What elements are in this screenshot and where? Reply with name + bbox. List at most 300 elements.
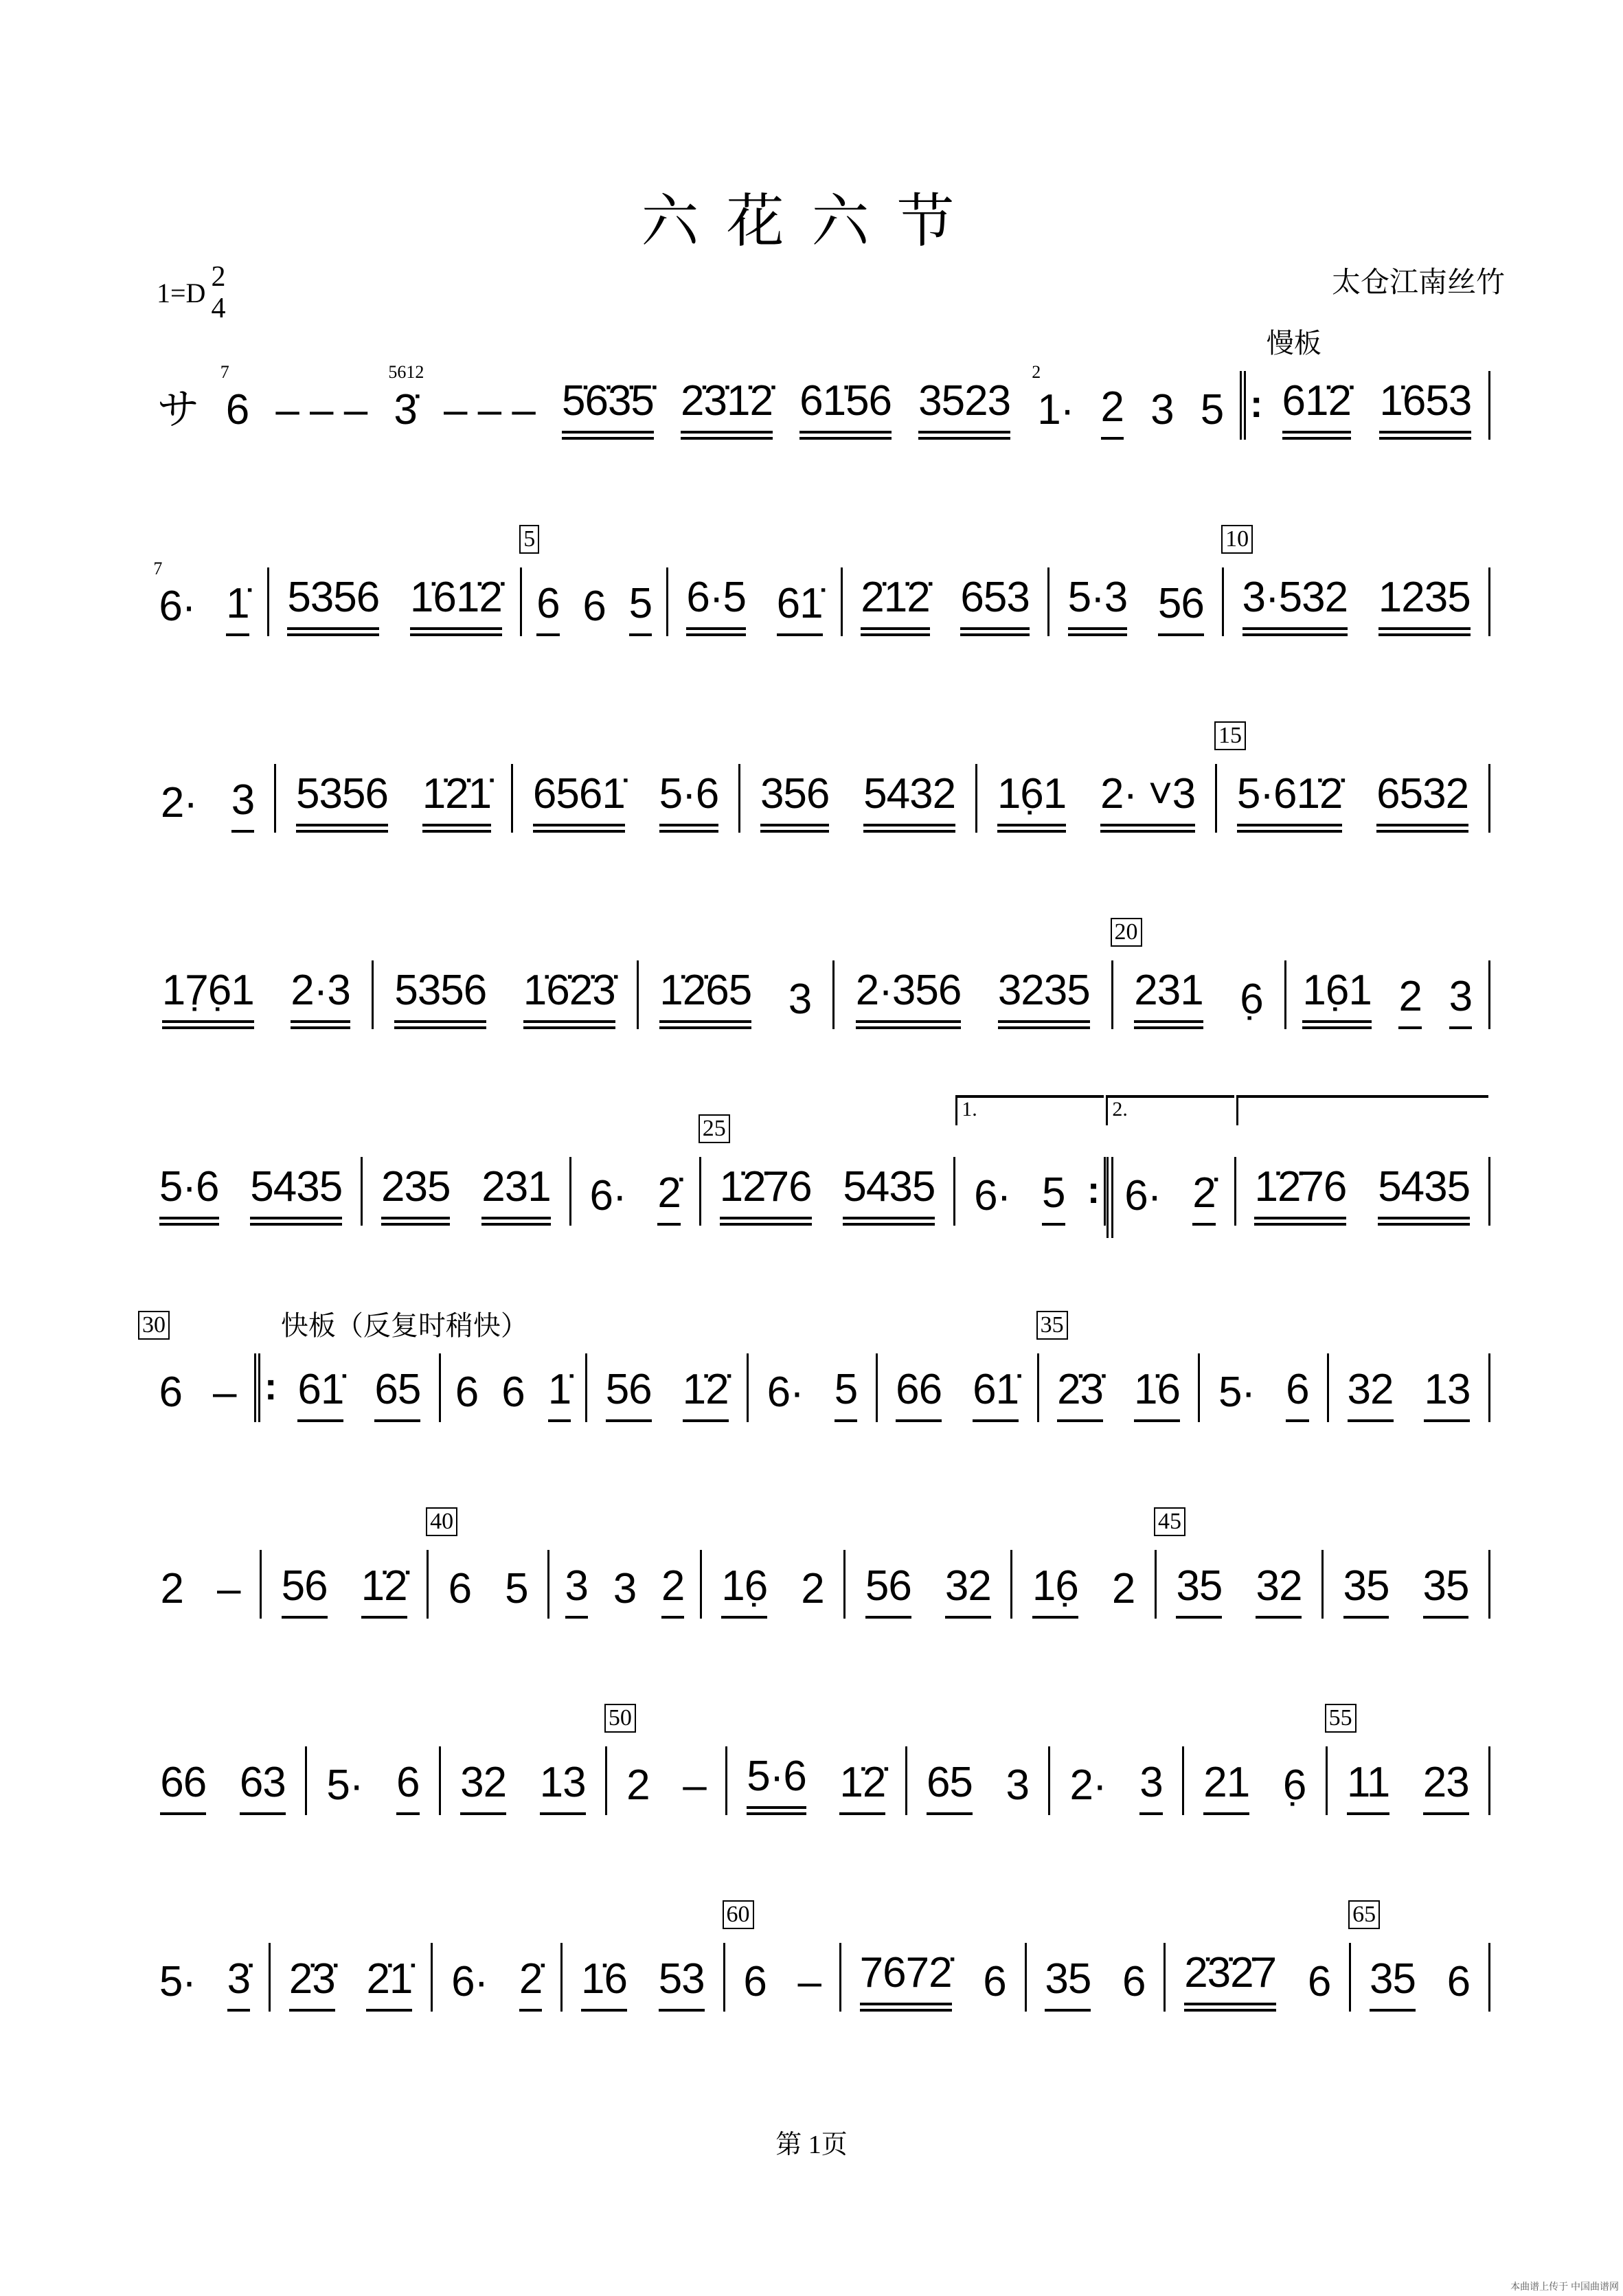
composer: 太仓江南丝竹 <box>1331 265 1505 299</box>
note-group <box>1237 770 1343 833</box>
notes: 53 <box>659 1955 705 2012</box>
note-group <box>444 386 535 440</box>
notes: 6 <box>1307 1958 1331 2005</box>
measure <box>835 960 1113 1029</box>
staff-line <box>141 919 1490 1029</box>
note-group <box>1201 386 1223 440</box>
measure <box>141 1312 254 1422</box>
notes: 5356 <box>296 770 388 833</box>
measure <box>1286 960 1490 1029</box>
notes: 6 <box>225 386 249 434</box>
notes: 56 <box>865 1562 911 1619</box>
note-group <box>289 1955 335 2012</box>
note-group <box>683 1762 705 1815</box>
note-group <box>1100 770 1195 833</box>
measure <box>513 764 740 833</box>
notes: 16̣1 <box>1302 967 1371 1029</box>
measure <box>1329 1353 1490 1422</box>
notes: 61̇ <box>297 1366 343 1422</box>
note-group <box>231 776 254 833</box>
measure <box>977 764 1217 833</box>
measure <box>141 1746 307 1815</box>
measure-number: 5 <box>519 525 539 554</box>
note-group <box>227 1955 250 2012</box>
notes: 6· <box>1124 1172 1161 1219</box>
notes: 61̇56 <box>799 377 892 440</box>
measure <box>607 1705 727 1815</box>
notes: 2· <box>160 779 198 826</box>
measure <box>878 1353 1039 1422</box>
measure <box>262 1550 429 1619</box>
note-group <box>1376 770 1468 833</box>
note-group <box>865 1562 911 1619</box>
note-group <box>455 1369 478 1422</box>
notes: 5 <box>629 580 652 636</box>
notes: 2·356 <box>856 967 962 1029</box>
notes: 6 <box>448 1565 472 1612</box>
note-group <box>240 1759 286 1815</box>
notes: 5356 <box>287 574 379 636</box>
notes: 6 <box>1286 1366 1308 1422</box>
note-group <box>927 1759 973 1815</box>
notes: 231 <box>1134 967 1203 1029</box>
notes: 5435 <box>843 1163 935 1226</box>
measure <box>1217 723 1490 833</box>
measure <box>254 1310 528 1422</box>
note-group <box>1134 1366 1180 1422</box>
notes: 1̇2̇1̇ <box>422 770 491 833</box>
notes: 2· <box>1069 1762 1106 1809</box>
measure <box>1240 328 1490 440</box>
measure <box>522 526 668 636</box>
note-group <box>250 1163 342 1226</box>
note-group <box>686 574 746 636</box>
notes: – <box>217 1565 240 1612</box>
measure <box>269 567 522 636</box>
note-group <box>1045 1955 1091 2012</box>
notes: 2̇3̇1̇2̇ <box>681 377 773 440</box>
measure <box>1157 1509 1324 1619</box>
note-group <box>159 1958 196 2012</box>
measure <box>587 1353 749 1422</box>
notes: 2̇3̇2̇7 <box>1184 1949 1276 2012</box>
note-group <box>1256 1562 1302 1619</box>
notes: 5 <box>835 1366 857 1422</box>
measure <box>668 567 843 636</box>
notes: 2 <box>1101 383 1124 440</box>
notes: 231 <box>481 1163 550 1226</box>
note-group <box>366 1955 412 2012</box>
notes: 6 <box>396 1759 419 1815</box>
notes: 5·61̇2̇ <box>1237 770 1343 833</box>
notes: 1235 <box>1378 574 1471 636</box>
notes: 6 <box>159 1369 182 1416</box>
note-group <box>626 1762 649 1815</box>
notes: – – – <box>443 386 535 434</box>
notes: 2 <box>661 1562 684 1619</box>
notes: 3 <box>1006 1762 1029 1809</box>
notes: 2̇1̇2̇ <box>861 574 929 636</box>
note-group <box>394 967 486 1029</box>
notes: 3 <box>1449 973 1472 1029</box>
measure <box>639 960 835 1029</box>
notes: 5435 <box>250 1163 342 1226</box>
note-group <box>159 1163 219 1226</box>
measure-number: 25 <box>699 1114 730 1143</box>
notes: 3 <box>1150 386 1174 434</box>
note-group <box>1449 973 1472 1029</box>
notes: 2̇ <box>657 1169 680 1226</box>
measure <box>1328 1705 1490 1815</box>
note-group <box>153 559 196 636</box>
staff-line <box>141 1098 1490 1226</box>
note-group <box>856 967 962 1029</box>
note-group <box>896 1366 942 1422</box>
note-group <box>657 1169 680 1226</box>
notes: 2̇3̇ <box>289 1955 335 2012</box>
note-group <box>799 377 892 440</box>
note-group <box>1379 377 1471 440</box>
note-group <box>519 1955 542 2012</box>
volta-bracket: 1. <box>955 1095 1104 1125</box>
measure <box>1113 919 1286 1029</box>
notes: 61̇2̇ <box>1282 377 1351 440</box>
note-group <box>659 1955 705 2012</box>
note-group <box>1242 574 1348 636</box>
notes: 63 <box>240 1759 286 1815</box>
note-group <box>1398 973 1421 1029</box>
notes: 2 <box>1111 1565 1135 1612</box>
measure-number: 20 <box>1111 918 1142 947</box>
note-group <box>582 583 605 636</box>
note-group <box>918 377 1010 440</box>
notes: 6· <box>589 1172 626 1219</box>
staff-line <box>141 1902 1490 2012</box>
notes: 3523 <box>918 377 1010 440</box>
notes: 1̇6 <box>1134 1366 1180 1422</box>
measure <box>727 1746 907 1815</box>
note-group <box>861 574 929 636</box>
note-group <box>760 770 829 833</box>
page-number: 第 1页 <box>775 2130 848 2159</box>
note-group <box>162 967 254 1029</box>
time-bottom: 4 <box>211 293 226 324</box>
measure <box>549 1550 702 1619</box>
note-group <box>659 770 719 833</box>
staff-line <box>141 328 1490 440</box>
note-group <box>721 1562 767 1619</box>
notes: 5·6 <box>747 1753 806 1815</box>
note-group <box>410 574 502 636</box>
volta-bracket <box>1236 1095 1488 1125</box>
note-group <box>161 779 197 833</box>
measure <box>907 1746 1051 1815</box>
time-signature <box>211 261 225 324</box>
note-group <box>217 1565 240 1619</box>
note-group <box>1150 386 1173 440</box>
repeat-sign: : <box>1087 1168 1100 1211</box>
note-group <box>1057 1366 1103 1422</box>
notes: 23 <box>1423 1759 1469 1815</box>
notes: 5·6 <box>659 770 719 833</box>
notes: 1̇653 <box>1379 377 1471 440</box>
notes: 1̇61̇2̇ <box>410 574 502 636</box>
measure <box>955 1098 1106 1226</box>
notes: 3·532 <box>1242 574 1348 636</box>
note-group <box>1378 1163 1470 1226</box>
measure <box>702 1550 846 1619</box>
note-group <box>536 580 559 636</box>
measure-number: 65 <box>1348 1900 1380 1929</box>
note-group <box>581 1955 627 2012</box>
measure <box>1050 1746 1184 1815</box>
measure <box>429 1509 549 1619</box>
measure-number: 35 <box>1036 1311 1068 1340</box>
measure <box>1351 1902 1490 2012</box>
grace-note: 7 <box>153 559 163 578</box>
note-group <box>960 574 1029 636</box>
note-group <box>1240 976 1262 1029</box>
note-group <box>1124 1172 1161 1226</box>
notes: 13 <box>540 1759 586 1815</box>
notes: 3 <box>231 776 254 833</box>
notes: 56 <box>282 1562 328 1619</box>
grace-note: 7 <box>220 362 229 382</box>
notes: 61̇ <box>973 1366 1019 1422</box>
notes: 2 <box>801 1565 824 1612</box>
notes: 35 <box>1370 1955 1416 2012</box>
note-group <box>1112 1565 1135 1619</box>
measure <box>276 764 513 833</box>
measure <box>141 960 374 1029</box>
notes: 35 <box>1176 1562 1222 1619</box>
measure <box>749 1353 878 1422</box>
measure <box>843 567 1049 636</box>
notes: 5· <box>1218 1369 1256 1416</box>
notes: 32 <box>1348 1366 1394 1422</box>
tempo-marking: : 快板（反复时稍快） <box>280 1310 528 1342</box>
note-group <box>388 362 424 440</box>
measure <box>1200 1353 1329 1422</box>
notes: 1̇2̇76 <box>1254 1163 1346 1226</box>
measure <box>725 1902 841 2012</box>
measure <box>141 764 276 833</box>
note-group <box>287 574 379 636</box>
note-group <box>945 1562 991 1619</box>
measure-number: 15 <box>1214 721 1246 750</box>
note-group <box>1254 1163 1346 1226</box>
notes: 16̣1 <box>997 770 1066 833</box>
notes: 2 <box>1398 973 1421 1029</box>
notes: 6· <box>974 1172 1011 1219</box>
notes: 1̇2̇ <box>839 1759 885 1815</box>
notes: 1̇2̇76 <box>720 1163 812 1226</box>
measure <box>571 1157 701 1226</box>
note-group <box>1122 1958 1145 2012</box>
note-group <box>1447 1958 1470 2012</box>
note-group <box>997 770 1066 833</box>
note-group <box>460 1759 506 1815</box>
note-group <box>297 1366 343 1422</box>
note-group <box>1347 1759 1389 1815</box>
measure <box>563 1943 725 2012</box>
notes: 3 <box>788 976 812 1023</box>
note-group <box>1286 1366 1308 1422</box>
note-group <box>629 580 652 636</box>
notes: 2 <box>626 1762 650 1809</box>
measure <box>433 1943 563 2012</box>
notes: 5· <box>326 1762 363 1809</box>
notes: 6 <box>983 1958 1006 2005</box>
measure-number: 30 <box>138 1311 170 1340</box>
measure-number: 45 <box>1154 1507 1185 1536</box>
note-group <box>1070 1762 1106 1815</box>
measure <box>374 960 639 1029</box>
notes: 1̇ <box>548 1366 571 1422</box>
measure-number: 40 <box>426 1507 457 1536</box>
measure <box>1027 1943 1166 2012</box>
notes: 35 <box>1045 1955 1091 2012</box>
notes: 5 <box>505 1565 528 1612</box>
note-group <box>523 967 615 1029</box>
notes: 56 <box>1158 580 1204 636</box>
note-group <box>449 1565 471 1619</box>
note-group <box>1423 1759 1469 1815</box>
note-group <box>275 386 367 440</box>
measure <box>845 1550 1012 1619</box>
staff-line <box>141 526 1490 636</box>
notes: 6̣ <box>1240 976 1263 1023</box>
note-group <box>1423 1562 1469 1619</box>
notes: 3 <box>613 1565 637 1612</box>
notes: – <box>683 1762 706 1809</box>
note-group <box>533 770 625 833</box>
note-group <box>374 1366 420 1422</box>
notes: 32 <box>945 1562 991 1619</box>
notes: 56 <box>606 1366 652 1422</box>
notes: 6561̇ <box>533 770 625 833</box>
staff-line <box>141 1705 1490 1815</box>
notes: 5·3 <box>1068 574 1128 636</box>
note-group <box>1006 1762 1028 1815</box>
note-group <box>983 1958 1006 2012</box>
measure <box>1166 1943 1351 2012</box>
notes: 6 <box>582 583 606 630</box>
notes: – <box>797 1958 821 2005</box>
notes: 1̇6 <box>581 1955 627 2012</box>
notes: 6 <box>536 580 559 636</box>
note-group <box>396 1759 419 1815</box>
note-group <box>661 1562 684 1619</box>
notes: 1̇2̇65 <box>659 967 751 1029</box>
notes: 32 <box>1256 1562 1302 1619</box>
watermark: 本曲谱上传于 中国曲谱网 <box>1510 2281 1619 2292</box>
staff-line <box>141 1509 1490 1619</box>
note-group <box>835 1366 857 1422</box>
notes: 235 <box>381 1163 450 1226</box>
note-group <box>1424 1366 1470 1422</box>
notes: 65 <box>927 1759 973 1815</box>
note-group <box>226 580 249 636</box>
measure <box>740 764 977 833</box>
note-group <box>1348 1366 1394 1422</box>
note-group <box>973 1366 1019 1422</box>
notes: 5356 <box>394 967 486 1029</box>
measure-number: 50 <box>604 1704 636 1733</box>
note-group <box>326 1762 363 1815</box>
note-group <box>839 1759 885 1815</box>
note-group <box>422 770 491 833</box>
notes: 13 <box>1424 1366 1470 1422</box>
notes: 2·3 <box>291 967 350 1029</box>
notes: 1̇2̇ <box>683 1366 729 1422</box>
notes: 6·5 <box>686 574 746 636</box>
measure <box>441 1746 607 1815</box>
note-group <box>998 967 1090 1029</box>
staff-line <box>141 723 1490 833</box>
note-group <box>747 1753 806 1815</box>
note-group <box>540 1759 586 1815</box>
notes: 3235 <box>998 967 1090 1029</box>
notes: 16̣ <box>721 1562 767 1619</box>
note-group <box>974 1172 1010 1226</box>
notes: 2̇ <box>519 1955 542 2012</box>
note-group <box>1139 1759 1162 1815</box>
measure <box>841 1943 1027 2012</box>
measure <box>701 1116 955 1226</box>
measure <box>307 1746 441 1815</box>
note-group <box>777 580 823 636</box>
note-group <box>451 1958 488 2012</box>
time-top: 2 <box>211 261 226 293</box>
note-group <box>548 1366 571 1422</box>
note-group <box>296 770 388 833</box>
note-group <box>1283 1762 1306 1815</box>
grace-note: 2 <box>1032 362 1041 382</box>
notes: 1̇ <box>226 580 249 636</box>
note-group <box>1032 1562 1078 1619</box>
note-group <box>381 1163 450 1226</box>
measure <box>363 1157 571 1226</box>
notes: 6· <box>159 583 196 630</box>
measure <box>1224 526 1490 636</box>
note-group <box>743 1958 766 2012</box>
notes: 35 <box>1423 1562 1469 1619</box>
notes: – – – <box>275 386 367 434</box>
note-group <box>659 967 751 1029</box>
notes: 1̇6̇2̇3̇ <box>523 967 615 1029</box>
note-group <box>160 1759 206 1815</box>
measure <box>1324 1550 1490 1619</box>
measure-number: 60 <box>723 1900 754 1929</box>
notes: 3 <box>1139 1759 1162 1815</box>
measure <box>141 559 269 636</box>
note-group <box>481 1163 550 1226</box>
notes: 2̇ <box>1192 1169 1215 1226</box>
note-group <box>1042 1169 1065 1226</box>
note-group <box>788 976 811 1029</box>
notes: 17̣6̣1 <box>162 967 254 1029</box>
note-group <box>797 1958 820 2012</box>
notes: 6 <box>743 1958 767 2005</box>
notes: 35 <box>1343 1562 1389 1619</box>
notes: 32 <box>460 1759 506 1815</box>
measure <box>1184 1746 1328 1815</box>
note-group <box>1032 362 1074 440</box>
notes: 5·6 <box>159 1163 219 1226</box>
notes: 3̇ <box>227 1955 250 2012</box>
note-group <box>562 377 654 440</box>
